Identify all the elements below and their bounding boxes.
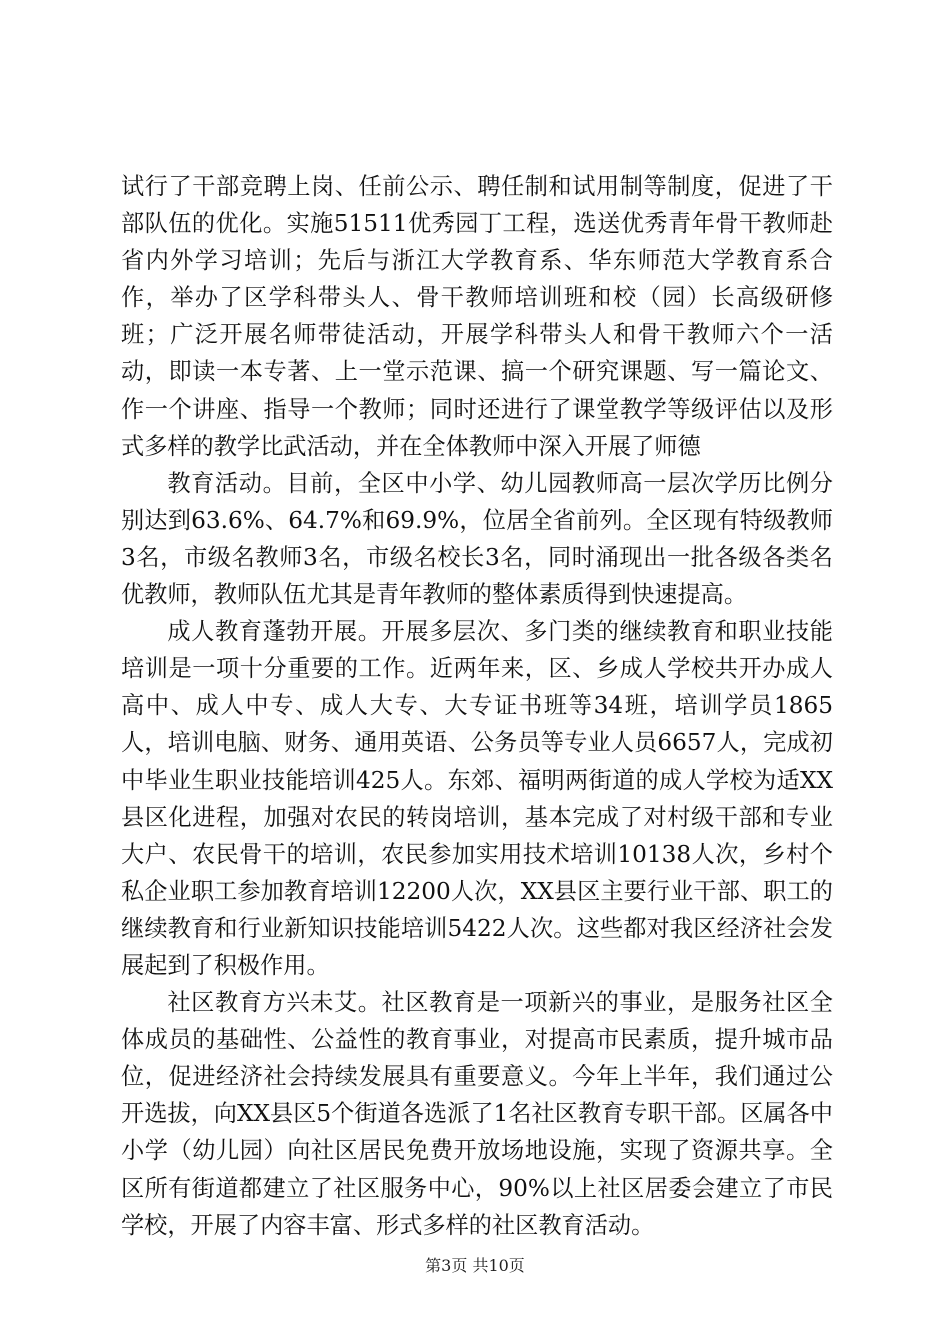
document-body [121, 168, 833, 1244]
paragraph-3: 成人教育蓬勃开展。开展多层次、多门类的继续教育和职业技能培训是一项十分重要的工作。近两年来，区、乡成人学校共开办成人高中、成人中专、成人大专、大专证书班等34班，培训学员1865人，培训电脑、财务、通用英语、公务员等专业人员6657人，完成初中毕业生职业技能培训425人。东郊、福明两街道的成人学校为适XX县区化进程，加强对农民的转岗培训，基本完成了对村级干部和专业大户、农民骨干的培训，农民参加实用技术培训10138人次，乡村个私企业职工参加教育培训12200人次，XX县区主要行业干部、职工的继续教育和行业新知识技能培训5422人次。这些都对我区经济社会发展起到了积极作用。 [121, 618, 833, 979]
paragraph-1: 试行了干部竞聘上岗、任前公示、聘任制和试用制等制度，促进了干部队伍的优化。实施51511优秀园丁工程，选送优秀青年骨干教师赴省内外学习培训；先后与浙江大学教育系、华东师范大学教育系合作，举办了区学科带头人、骨干教师培训班和校（园）长高级研修班；广泛开展名师带徒活动，开展学科带头人和骨干教师六个一活动，即读一本专著、上一堂示范课、搞一个研究课题、写一篇论文、作一个讲座、指导一个教师；同时还进行了课堂教学等级评估以及形式多样的教学比武活动，并在全体教师中深入开展了师德 [121, 173, 833, 460]
paragraph-4: 社区教育方兴未艾。社区教育是一项新兴的事业，是服务社区全体成员的基础性、公益性的教育事业，对提高市民素质，提升城市品位，促进经济社会持续发展具有重要意义。今年上半年，我们通过公开选拔，向XX县区5个街道各选派了1名社区教育专职干部。区属各中小学（幼儿园）向社区居民免费开放场地设施，实现了资源共享。全区所有街道都建立了社区服务中心，90%以上社区居委会建立了市民学校，开展了内容丰富、形式多样的社区教育活动。 [121, 989, 833, 1239]
paragraph-2: 教育活动。目前，全区中小学、幼儿园教师高一层次学历比例分别达到63.6%、64.7%和69.9%，位居全省前列。全区现有特级教师3名，市级名教师3名，市级名校长3名，同时涌现出一批各级各类名优教师，教师队伍尤其是青年教师的整体素质得到快速提高。 [121, 469, 833, 609]
page-footer: 第3页 共10页 [425, 1256, 525, 1275]
